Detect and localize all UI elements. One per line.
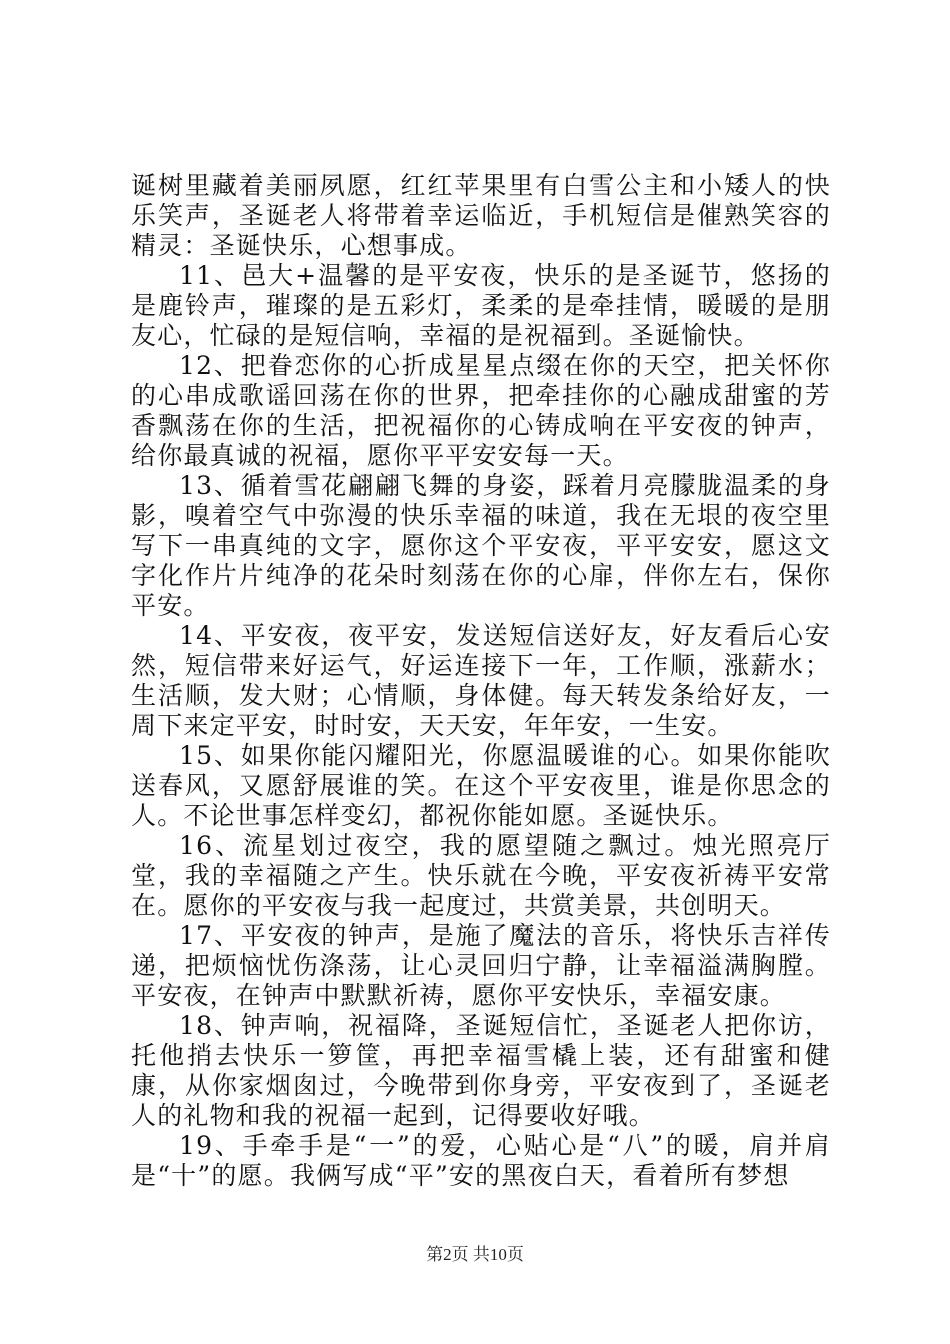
paragraph-16: 16、流星划过夜空，我的愿望随之飘过。烛光照亮厅堂，我的幸福随之产生。快乐就在今晚，平安夜祈祷平安常在。愿你的平安夜与我一起度过，共赏美景，共创明天。 [131,831,831,920]
page-footer: 第2页 共10页 [426,1245,524,1264]
paragraph-18: 18、钟声响，祝福降，圣诞短信忙，圣诞老人把你访，托他捎去快乐一箩筐，再把幸福雪橇上装，还有甜蜜和健康，从你家烟囱过，今晚带到你身旁，平安夜到了，圣诞老人的礼物和我的祝福一起到，记得要收好哦。 [131,1011,831,1130]
paragraph-15: 15、如果你能闪耀阳光，你愿温暖谁的心。如果你能吹送春风，又愿舒展谁的笑。在这个平安夜里，谁是你思念的人。不论世事怎样变幻，都祝你能如愿。圣诞快乐。 [131,741,831,830]
paragraph-17: 17、平安夜的钟声，是施了魔法的音乐，将快乐吉祥传递，把烦恼忧伤涤荡，让心灵回归宁静，让幸福溢满胸膛。平安夜，在钟声中默默祈祷，愿你平安快乐，幸福安康。 [131,921,831,1010]
document-body [131,171,831,1191]
paragraph-14: 14、平安夜，夜平安，发送短信送好友，好友看后心安然，短信带来好运气，好运连接下一年，工作顺，涨薪水；生活顺，发大财；心情顺，身体健。每天转发条给好友，一周下来定平安，时时安，天天安，年年安，一生安。 [131,621,831,740]
paragraph-continued: 诞树里藏着美丽夙愿，红红苹果里有白雪公主和小矮人的快乐笑声，圣诞老人将带着幸运临近，手机短信是催熟笑容的精灵：圣诞快乐，心想事成。 [131,171,831,260]
paragraph-12: 12、把眷恋你的心折成星星点缀在你的天空，把关怀你的心串成歌谣回荡在你的世界，把牵挂你的心融成甜蜜的芳香飘荡在你的生活，把祝福你的心铸成响在平安夜的钟声，给你最真诚的祝福，愿你平平安安每一天。 [131,351,831,470]
paragraph-19: 19、手牵手是“一”的爱，心贴心是“八”的暖，肩并肩是“十”的愿。我俩写成“平”安的黑夜白天，看着所有梦想 [131,1131,831,1190]
paragraph-13: 13、循着雪花翩翩飞舞的身姿，踩着月亮朦胧温柔的身影，嗅着空气中弥漫的快乐幸福的味道，我在无垠的夜空里写下一串真纯的文字，愿你这个平安夜，平平安安，愿这文字化作片片纯净的花朵时刻荡在你的心扉，伴你左右，保你平安。 [131,471,831,620]
paragraph-11: 11、邑大+温馨的是平安夜，快乐的是圣诞节，悠扬的是鹿铃声，璀璨的是五彩灯，柔柔的是牵挂情，暖暖的是朋友心，忙碌的是短信响，幸福的是祝福到。圣诞愉快。 [131,261,831,350]
